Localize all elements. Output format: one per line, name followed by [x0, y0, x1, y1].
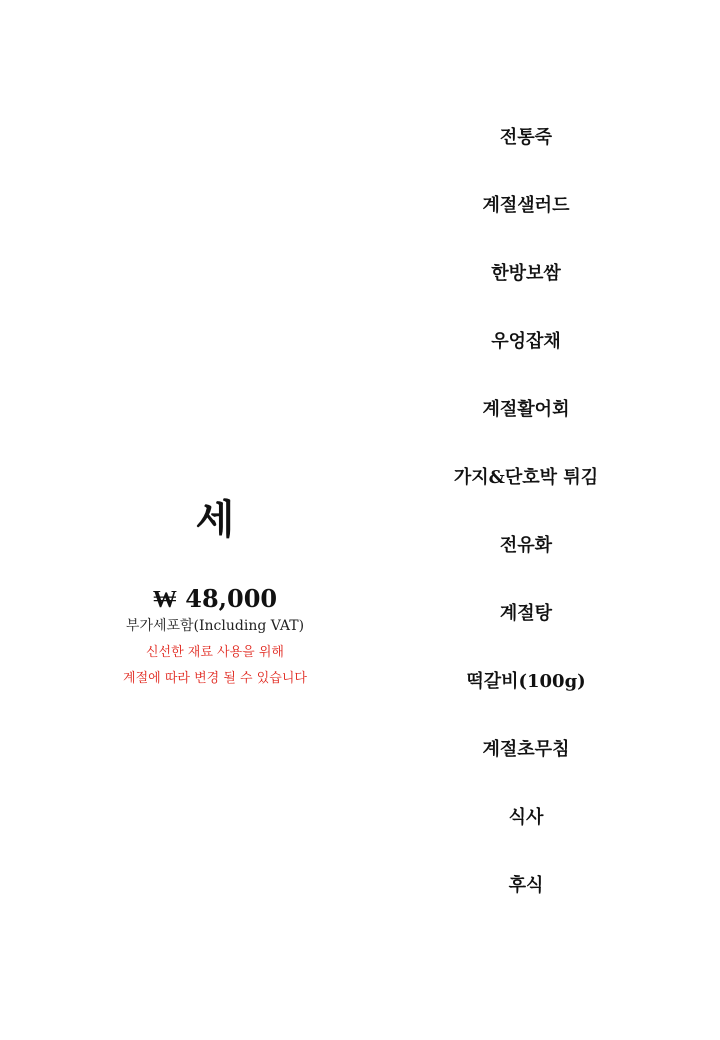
menu-item: 계절샐러드: [482, 195, 570, 216]
vat-note: 부가세포함(Including VAT): [125, 618, 305, 634]
menu-item: 전통죽: [499, 127, 553, 148]
menu-item: 계절초무침: [482, 739, 570, 760]
course-summary: [60, 492, 370, 692]
menu-item: 계절탕: [499, 603, 553, 624]
menu-item: 우엉잡채: [491, 331, 561, 352]
menu-item: 가지&단호박 튀김: [453, 467, 599, 488]
course-price: ₩ 48,000: [152, 584, 278, 613]
menu-item: 한방보쌈: [491, 263, 561, 284]
menu-item: 식사: [508, 807, 544, 828]
menu-item: 계절활어회: [482, 399, 570, 420]
course-title: 세: [195, 496, 235, 543]
menu-item: 후식: [508, 875, 544, 896]
seasonal-notice-line-2: 계절에 따라 변경 될 수 있습니다: [123, 671, 307, 686]
seasonal-notice-line-1: 신선한 재료 사용을 위해: [146, 645, 284, 660]
menu-item: 전유화: [499, 535, 553, 556]
menu-item: 떡갈비(100g): [466, 671, 586, 692]
course-menu-list: [420, 120, 632, 936]
